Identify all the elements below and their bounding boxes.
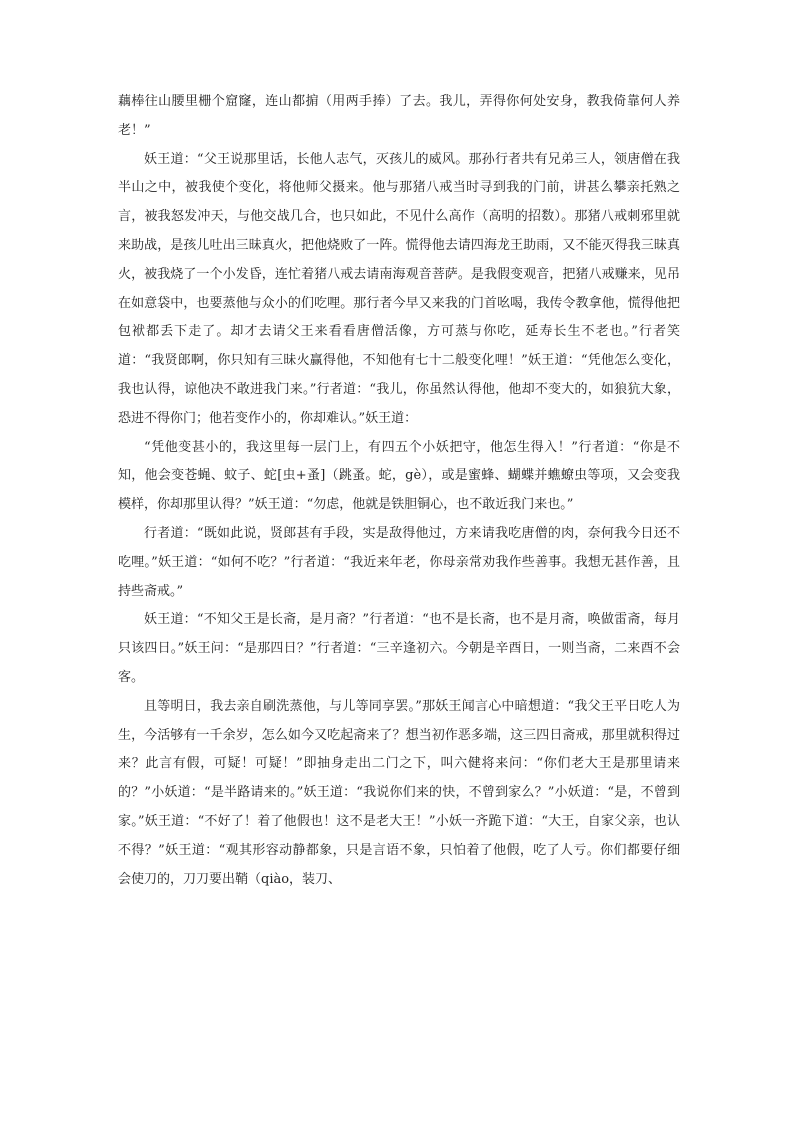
paragraph-3: “凭他变甚小的，我这里每一层门上，有四五个小妖把守，他怎生得入！”行者道：“你是不知，他会变苍蝇、蚊子、蛇[虫+蚤]（跳蚤。蛇，gè），或是蜜蜂、蝴蝶并蟭蟟虫等项，又会变我模样，你却那里认得？”妖王道：“勿虑，他就是铁胆铜心，也不敢近我门来也。”	[118, 439, 680, 513]
paragraph-5: 妖王道：“不知父王是长斋，是月斋？”行者道：“也不是长斋，也不是月斋，唤做雷斋，每月只该四日。”妖王问：“是那四日？”行者道：“三辛逢初六。今朝是辛酉日，一则当斋，二来酉不会客。	[118, 612, 680, 685]
document-page	[118, 88, 680, 894]
paragraph-4: 行者道：“既如此说，贤郎甚有手段，实是敌得他过，方来请我吃唐僧的肉，奈何我今日还不吃哩。”妖王道：“如何不吃？”行者道：“我近来年老，你母亲常劝我作些善事。我想无甚作善，且持些斋戒。”	[118, 525, 680, 599]
paragraph-6: 且等明日，我去亲自刷洗蒸他，与儿等同享罢。”那妖王闻言心中暗想道：“我父王平日吃人为生，今活够有一千余岁，怎么如今又吃起斋来了？想当初作恶多端，这三四日斋戒，那里就积得过来？此言有假，可疑！可疑！”即抽身走出二门之下，叫六健将来问：“你们老大王是那里请来的？”小妖道：“是半路请来的。”妖王道：“我说你们来的快，不曾到家么？”小妖道：“是，不曾到家。”妖王道：“不好了！着了他假也！这不是老大王！”小妖一齐跪下道：“大王，自家父亲，也认不得？”妖王道：“观其形容动静都象，只是言语不象，只怕着了他假，吃了人亏。你们都要仔细 会使刀的，刀刀要出鞘（qiào，装刀、	[118, 698, 680, 887]
paragraph-1: 藕棒往山腰里栅个窟窿，连山都掮（用两手捧）了去。我儿，弄得你何处安身，教我倚靠何人养老！”	[118, 94, 680, 138]
paragraph-2: 妖王道：“父王说那里话，长他人志气，灭孩儿的威风。那孙行者共有兄弟三人，领唐僧在我半山之中，被我使个变化，将他师父摄来。他与那猪八戒当时寻到我的门前，讲甚么攀亲托熟之言，被我怒发冲天，与他交战几合，也只如此，不见什么高作（高明的招数）。那猪八戒刺邪里就来助战，是孩儿吐出三昧真火，把他烧败了一阵。慌得他去请四海龙王助雨，又不能灭得我三昧真火，被我烧了一个小发昏，连忙着猪八戒去请南海观音菩萨。是我假变观音，把猪八戒赚来，见吊在如意袋中，也要蒸他与众小的们吃哩。那行者今早又来我的门首吆喝，我传令教拿他，慌得他把包袱都丢下走了。却才去请父王来看看唐僧活像，方可蒸与你吃，延寿长生不老也。”行者笑道：“我贤郎啊，你只知有三昧火赢得他，不知他有七十二般变化哩！”妖王道：“凭他怎么变化，我也认得，谅他决不敢进我门来。”行者道：“我儿，你虽然认得他，他却不变大的，如狼犺大象，恐进不得你门；他若变作小的，你却难认。”妖王道：	[118, 151, 680, 426]
